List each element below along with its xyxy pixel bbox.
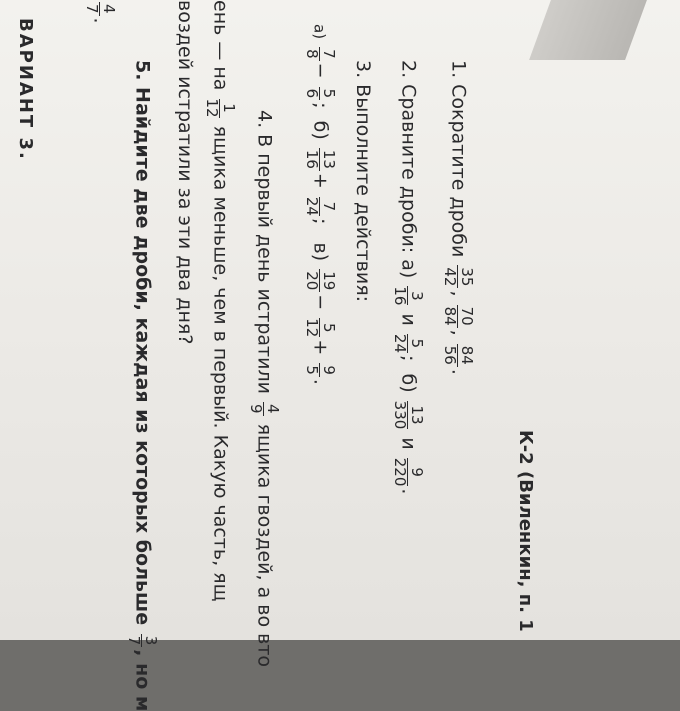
subject-code: К-2 (Виленкин, п. 1 [515,430,536,632]
fraction: 7 8 [303,49,338,59]
fraction: 5 24 [391,333,426,353]
task-1: 1. Сократите дроби 35 42 , 70 84 , 84 56 . [441,60,476,375]
task-5-line-1 [126,60,159,711]
variant-title: ВАРИАНТ 3. [15,18,36,161]
task-1-lead: 1. Сократите дроби [447,60,470,258]
task-5-line-2: 4 7 . [83,4,118,24]
fraction: 5 12 [303,318,338,338]
task-5-lead: 5. Найдите две дроби, каждая из которых больше [131,60,154,626]
task-4-text: ень — на [209,0,232,91]
task-4-line-2 [204,0,237,601]
item-label: б) [397,373,420,393]
task-3-items: а) 7 8 − 5 6 ; б) 13 16 + 7 24 ; в) 19 20 − 5 12 + 9 5 . [303,24,338,385]
fraction: 4 7 [83,4,118,14]
task-2-lead: 2. Сравните дроби: [397,60,420,254]
fraction: 4 9 [247,404,282,414]
fraction: 70 84 [441,306,476,326]
task-4-text: ящика гвоздей, а во вто [253,423,276,668]
task-4-text: ящика меньше, чем в первый. Какую часть, ящ [209,125,232,602]
fraction: 19 20 [303,271,338,291]
fraction: 9 5 [303,365,338,375]
task-4-lead: 4. В первый день истратили [253,110,276,394]
fraction: 9 220 [391,457,426,487]
fraction: 1 12 [203,98,238,118]
task-4-line-1 [248,110,281,667]
task-3-lead: 3. Выполните действия: [352,60,374,303]
task-5-text: , но м [131,649,154,711]
fraction: 84 56 [441,345,476,365]
task-4-line-3: воздей истратили за эти два дня? [174,0,196,345]
fraction: 13 330 [391,400,426,430]
fraction: 13 16 [303,149,338,169]
fraction: 5 6 [303,88,338,99]
item-label: б) [309,120,332,140]
fraction: 3 16 [391,286,426,306]
conjunction: и [397,437,420,450]
item-label: а) [397,259,420,279]
fraction: 7 24 [303,196,338,216]
conjunction: и [397,313,420,326]
item-label: в) [309,242,332,262]
item-label: а) [310,24,329,40]
fraction: 35 42 [441,267,476,287]
task-2: 2. Сравните дроби: а) 3 16 и 5 24 ; б) 13 330 и 9 220 . [391,60,426,495]
fraction: 3 7 [125,635,160,646]
